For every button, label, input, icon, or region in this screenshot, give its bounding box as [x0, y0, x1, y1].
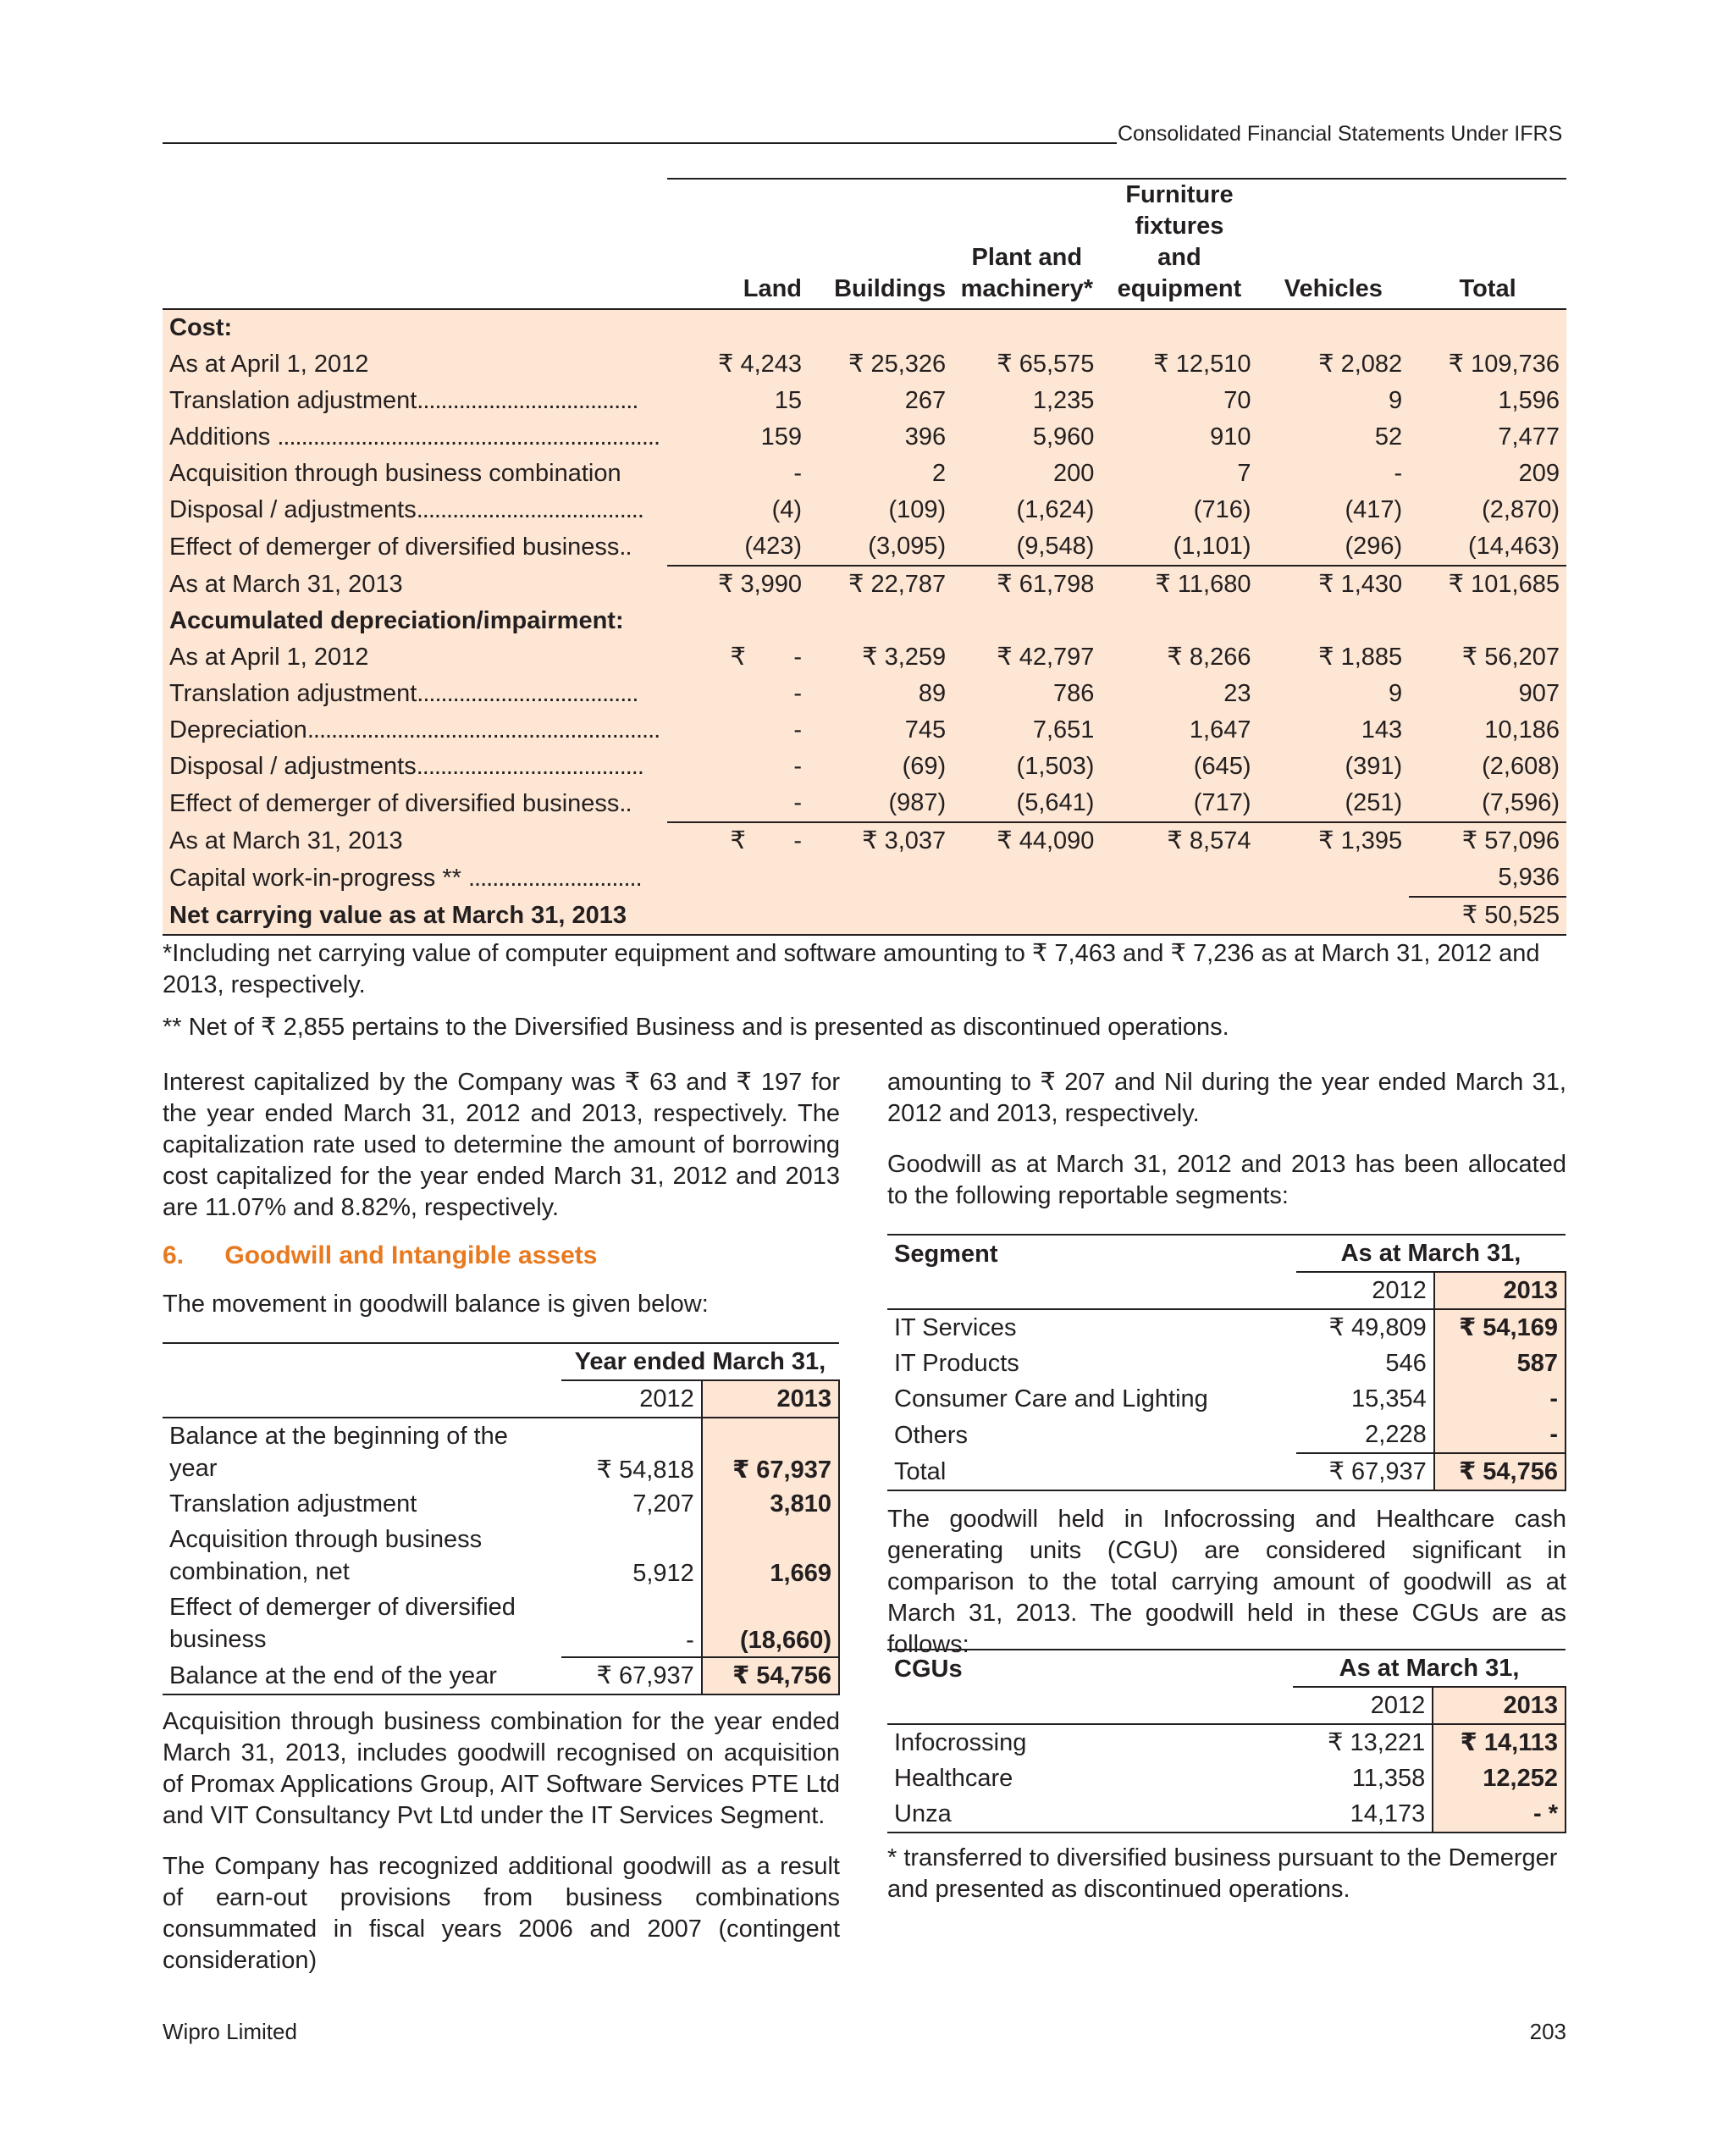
table-row: Total ₹ 67,937 ₹ 54,756: [887, 1453, 1566, 1490]
table-row: Balance at the end of the year ₹ 67,937 ₹ 54,756: [163, 1657, 839, 1694]
table-row: Healthcare 11,358 12,252: [887, 1761, 1566, 1796]
header-rule: [163, 142, 1117, 144]
table-row: Consumer Care and Lighting 15,354 -: [887, 1381, 1566, 1417]
goodwill-movement-table: Year ended March 31, 2012 2013 Balance at the beginning of the year ₹ 54,818 ₹ 67,937 Translation adjustment 7,207 3,810 Acquisition through business combination, net 5,912 1,669 Effect of demerger of diversified business - (18,660) Balance at the end of the year ₹ 67,937 ₹ 54,756: [163, 1342, 840, 1695]
col-total: Total: [1409, 179, 1566, 309]
table-row: Effect of demerger of diversified business - (18,660): [163, 1589, 839, 1657]
table-row: Infocrossing ₹ 13,221 ₹ 14,113: [887, 1724, 1566, 1761]
acquisition-paragraph: Acquisition through business combination for the year ended March 31, 2013, includes goodwill recognised on acquisition of Promax Applications Group, AIT Software Services PTE Ltd and VIT Consultancy Pvt Ltd under the IT Services Segment.: [163, 1708, 840, 1829]
table-row: Others 2,228 -: [887, 1417, 1566, 1453]
col-land: Land: [667, 179, 809, 309]
cost-heading: Cost:: [163, 309, 1566, 346]
table-row: As at March 31, 2013 ₹ 3,990 ₹ 22,787 ₹ 61,798 ₹ 11,680 ₹ 1,430 ₹ 101,685: [163, 566, 1566, 603]
ppe-table: [163, 178, 1566, 936]
right-paragraph-2: Goodwill as at March 31, 2012 and 2013 has been allocated to the following reportable segments:: [887, 1151, 1566, 1209]
table-row: Disposal / adjustments...................................... - (69) (1,503) (645) (391) (2,608): [163, 749, 1566, 785]
segment-col-header: Segment: [894, 1240, 998, 1268]
cgu-col-header: CGUs: [894, 1655, 963, 1683]
table-row: Effect of demerger of diversified business.. (423) (3,095) (9,548) (1,101) (296) (14,463): [163, 528, 1566, 566]
col-buildings: Buildings: [809, 179, 953, 309]
col-plant: Plant and machinery*: [953, 179, 1101, 309]
page-number: 203: [1529, 2019, 1566, 2044]
table-row: Depreciation........................................................... - 745 7,651 1,647 143 10,186: [163, 712, 1566, 749]
footnote-1: *Including net carrying value of computer equipment and software amounting to ₹ 7,463 and ₹ 7,236 as at March 31, 2012 and 2013, respectively.: [163, 940, 1540, 998]
table-row: Translation adjustment..................................... - 89 786 23 9 907: [163, 676, 1566, 712]
table-row: As at April 1, 2012 ₹ 4,243 ₹ 25,326 ₹ 65,575 ₹ 12,510 ₹ 2,082 ₹ 109,736: [163, 346, 1566, 383]
table-row: As at April 1, 2012 ₹ - ₹ 3,259 ₹ 42,797 ₹ 8,266 ₹ 1,885 ₹ 56,207: [163, 639, 1566, 676]
table-row: IT Products 546 587: [887, 1346, 1566, 1381]
table-row: Effect of demerger of diversified business.. - (987) (5,641) (717) (251) (7,596): [163, 785, 1566, 822]
net-carrying-row: Net carrying value as at March 31, 2013 ₹ 50,525: [163, 897, 1566, 935]
goodwill-intro: The movement in goodwill balance is given below:: [163, 1291, 709, 1318]
table-row: Balance at the beginning of the year ₹ 54,818 ₹ 67,937: [163, 1418, 839, 1486]
col-furniture: Furniture fixtures and equipment: [1101, 179, 1257, 309]
table-row: Translation adjustment 7,207 3,810: [163, 1486, 839, 1522]
table-row: Acquisition through business combination, net 5,912 1,669: [163, 1522, 839, 1589]
segment-table: Segment As at March 31, 2012 2013 IT Services ₹ 49,809 ₹ 54,169 IT Products 546 587 Consumer Care and Lighting 15,354 - Others 2,228 - Total ₹ 67,937 ₹ 54,756: [887, 1234, 1566, 1491]
table-row: Unza 14,173 - *: [887, 1796, 1566, 1833]
table-row: Translation adjustment..................................... 15 267 1,235 70 9 1,596: [163, 383, 1566, 419]
dep-heading: Accumulated depreciation/impairment:: [163, 603, 1566, 639]
table-row: Additions ................................................................ 159 396 5,960 910 52 7,477: [163, 419, 1566, 456]
cgu-table: CGUs As at March 31, 2012 2013 Infocrossing ₹ 13,221 ₹ 14,113 Healthcare 11,358 12,252 Unza 14,173 - *: [887, 1649, 1566, 1833]
interest-paragraph: Interest capitalized by the Company was ₹ 63 and ₹ 197 for the year ended March 31, 2012 and 2013, respectively. The capitalization rate used to determine the amount of borrowing cost capitalized for the year ended March 31, 2012 and 2013 are 11.07% and 8.82%, respectively.: [163, 1069, 840, 1221]
section-heading: 6. Goodwill and Intangible assets: [163, 1241, 598, 1269]
footer-company: Wipro Limited: [163, 2019, 297, 2044]
cgu-paragraph: The goodwill held in Infocrossing and Healthcare cash generating units (CGU) are considered significant in comparison to the total carrying amount of goodwill as at March 31, 2013. The goodwill held in these CGUs are as follows:: [887, 1506, 1566, 1658]
table-row: Capital work-in-progress ** ............................. 5,936: [163, 860, 1566, 897]
col-vehicles: Vehicles: [1257, 179, 1409, 309]
table-row: Acquisition through business combination - 2 200 7 - 209: [163, 456, 1566, 492]
table-row: IT Services ₹ 49,809 ₹ 54,169: [887, 1309, 1566, 1346]
table-row: Disposal / adjustments...................................... (4) (109) (1,624) (716) (417) (2,870): [163, 492, 1566, 528]
footnote-2: ** Net of ₹ 2,855 pertains to the Diversified Business and is presented as discontinued operations.: [163, 1014, 1229, 1041]
right-paragraph-1: amounting to ₹ 207 and Nil during the year ended March 31, 2012 and 2013, respectively.: [887, 1069, 1566, 1127]
table-row: As at March 31, 2013 ₹ - ₹ 3,037 ₹ 44,090 ₹ 8,574 ₹ 1,395 ₹ 57,096: [163, 822, 1566, 860]
cgu-footnote: * transferred to diversified business pursuant to the Demerger and presented as discontinued operations.: [887, 1844, 1558, 1903]
header-title: Consolidated Financial Statements Under IFRS: [1118, 122, 1563, 146]
earnout-paragraph: The Company has recognized additional goodwill as a result of earn-out provisions from business combinations consummated in fiscal years 2006 and 2007 (contingent consideration): [163, 1853, 840, 1974]
